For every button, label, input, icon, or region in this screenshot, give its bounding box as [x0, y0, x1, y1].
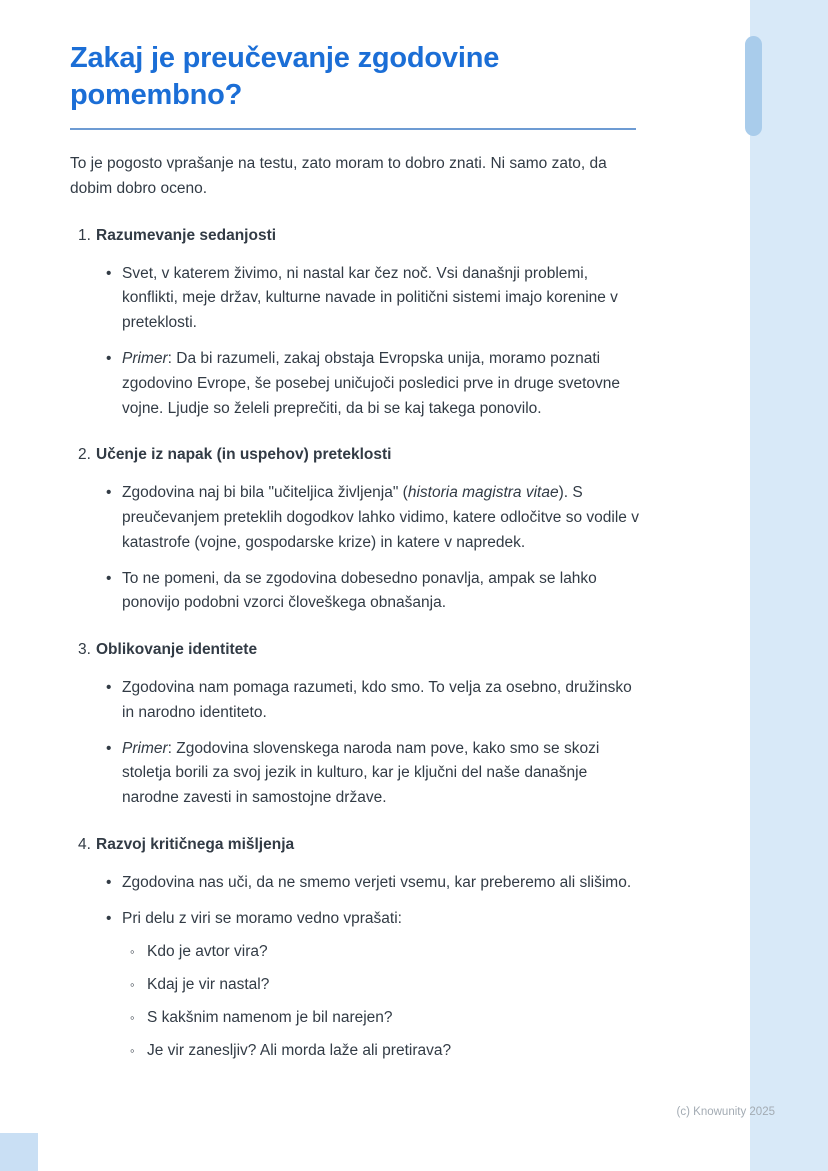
list-item — [70, 737, 640, 811]
list-item-text — [122, 347, 640, 421]
list-item-text — [122, 737, 640, 811]
bullet-list — [70, 871, 640, 1072]
list-item — [70, 567, 640, 617]
copyright-text: (c) Knowunity 2025 — [676, 1105, 775, 1118]
section-4 — [70, 833, 640, 1072]
section-title: Učenje iz napak (in uspehov) preteklosti — [96, 446, 392, 464]
title-divider — [70, 128, 636, 130]
body-text: : Zgodovina slovenskega naroda nam pove, kako smo se skozi stoletja borili za svoj jezik in kulturo, kar je ključni del naše današnje narodne zavesti in samostojne države. — [122, 739, 600, 807]
bullet-list — [70, 262, 640, 422]
sub-list-item — [122, 940, 451, 965]
section-heading — [70, 224, 640, 249]
section-number: 4. — [78, 835, 91, 853]
list-item — [70, 676, 640, 726]
bottom-left-accent — [0, 1133, 38, 1171]
section-number: 1. — [78, 226, 91, 244]
body-text: Zgodovina naj bi bila "učiteljica življenja" ( — [122, 484, 408, 502]
bullet-list — [70, 481, 640, 616]
scrollbar-thumb[interactable] — [745, 36, 762, 136]
body-text: : Da bi razumeli, zakaj obstaja Evropska unija, moramo poznati zgodovino Evrope, še posebej uničujoči posledici prve in druge svetovne vojne. Ljudje so želeli preprečiti, da bi se kaj takega ponovilo. — [122, 350, 621, 417]
sub-list-item-text: ◦ Je vir zanesljiv? Ali morda laže ali pretirava? — [147, 1041, 452, 1059]
sub-list-item-text: ◦ S kakšnim namenom je bil narejen? — [147, 1008, 393, 1026]
italic-text: Primer — [122, 350, 168, 367]
note-content — [70, 40, 640, 1072]
list-item — [70, 907, 640, 1072]
sub-list-item-text: ◦ Kdaj je vir nastal? — [147, 976, 270, 994]
list-item-text: • To ne pomeni, da se zgodovina dobesedno ponavlja, ampak se lahko ponovijo podobni vzorci človeškega obnašanja. — [122, 569, 597, 612]
section-title: Razumevanje sedanjosti — [96, 226, 277, 244]
list-item-text — [122, 481, 640, 555]
right-margin-strip — [750, 0, 828, 1171]
italic-text: historia magistra vitae — [407, 484, 559, 502]
italic-text: Primer — [122, 739, 168, 757]
section-2 — [70, 443, 640, 616]
sub-list-item — [122, 973, 451, 998]
section-1 — [70, 224, 640, 422]
list-item-text — [122, 907, 451, 1072]
sub-list-item-text: ◦ Kdo je avtor vira? — [147, 943, 268, 961]
intro-paragraph: To je pogosto vprašanje na testu, zato moram to dobro znati. Ni samo zato, da dobim dobro oceno. — [70, 155, 607, 198]
list-item — [70, 481, 640, 555]
list-item-text: • Zgodovina nas uči, da ne smemo verjeti vsemu, kar preberemo ali slišimo. — [122, 873, 632, 891]
section-heading — [70, 638, 640, 663]
section-3 — [70, 638, 640, 811]
list-item — [70, 871, 640, 896]
body-text: ). S preučevanjem preteklih dogodkov lahko vidimo, katere odločitve so vodile v katastrofe (vojne, gospodarske krize) in katere v napredek. — [122, 484, 639, 551]
sub-bullet-list — [122, 940, 451, 1063]
body-text: Pri delu z viri se moramo vedno vprašati: — [122, 909, 402, 927]
section-number: 2. — [78, 446, 91, 464]
section-title: Oblikovanje identitete — [96, 641, 258, 659]
sub-list-item — [122, 1006, 451, 1031]
sub-list-item — [122, 1039, 451, 1064]
section-number: 3. — [78, 641, 91, 659]
bullet-list — [70, 676, 640, 811]
list-item — [70, 262, 640, 336]
section-heading — [70, 833, 640, 858]
section-title: Razvoj kritičnega mišljenja — [96, 835, 295, 853]
list-item — [70, 347, 640, 421]
section-heading — [70, 443, 640, 468]
page-title: Zakaj je preučevanje zgodovine pomembno? — [70, 42, 500, 112]
list-item-text: • Zgodovina nam pomaga razumeti, kdo smo. To velja za osebno, družinsko in narodno identiteto. — [122, 678, 632, 721]
list-item-text: • Svet, v katerem živimo, ni nastal kar čez noč. Vsi današnji problemi, konflikti, meje držav, kulturne navade in politični sistemi imajo korenine v preteklosti. — [122, 264, 618, 332]
